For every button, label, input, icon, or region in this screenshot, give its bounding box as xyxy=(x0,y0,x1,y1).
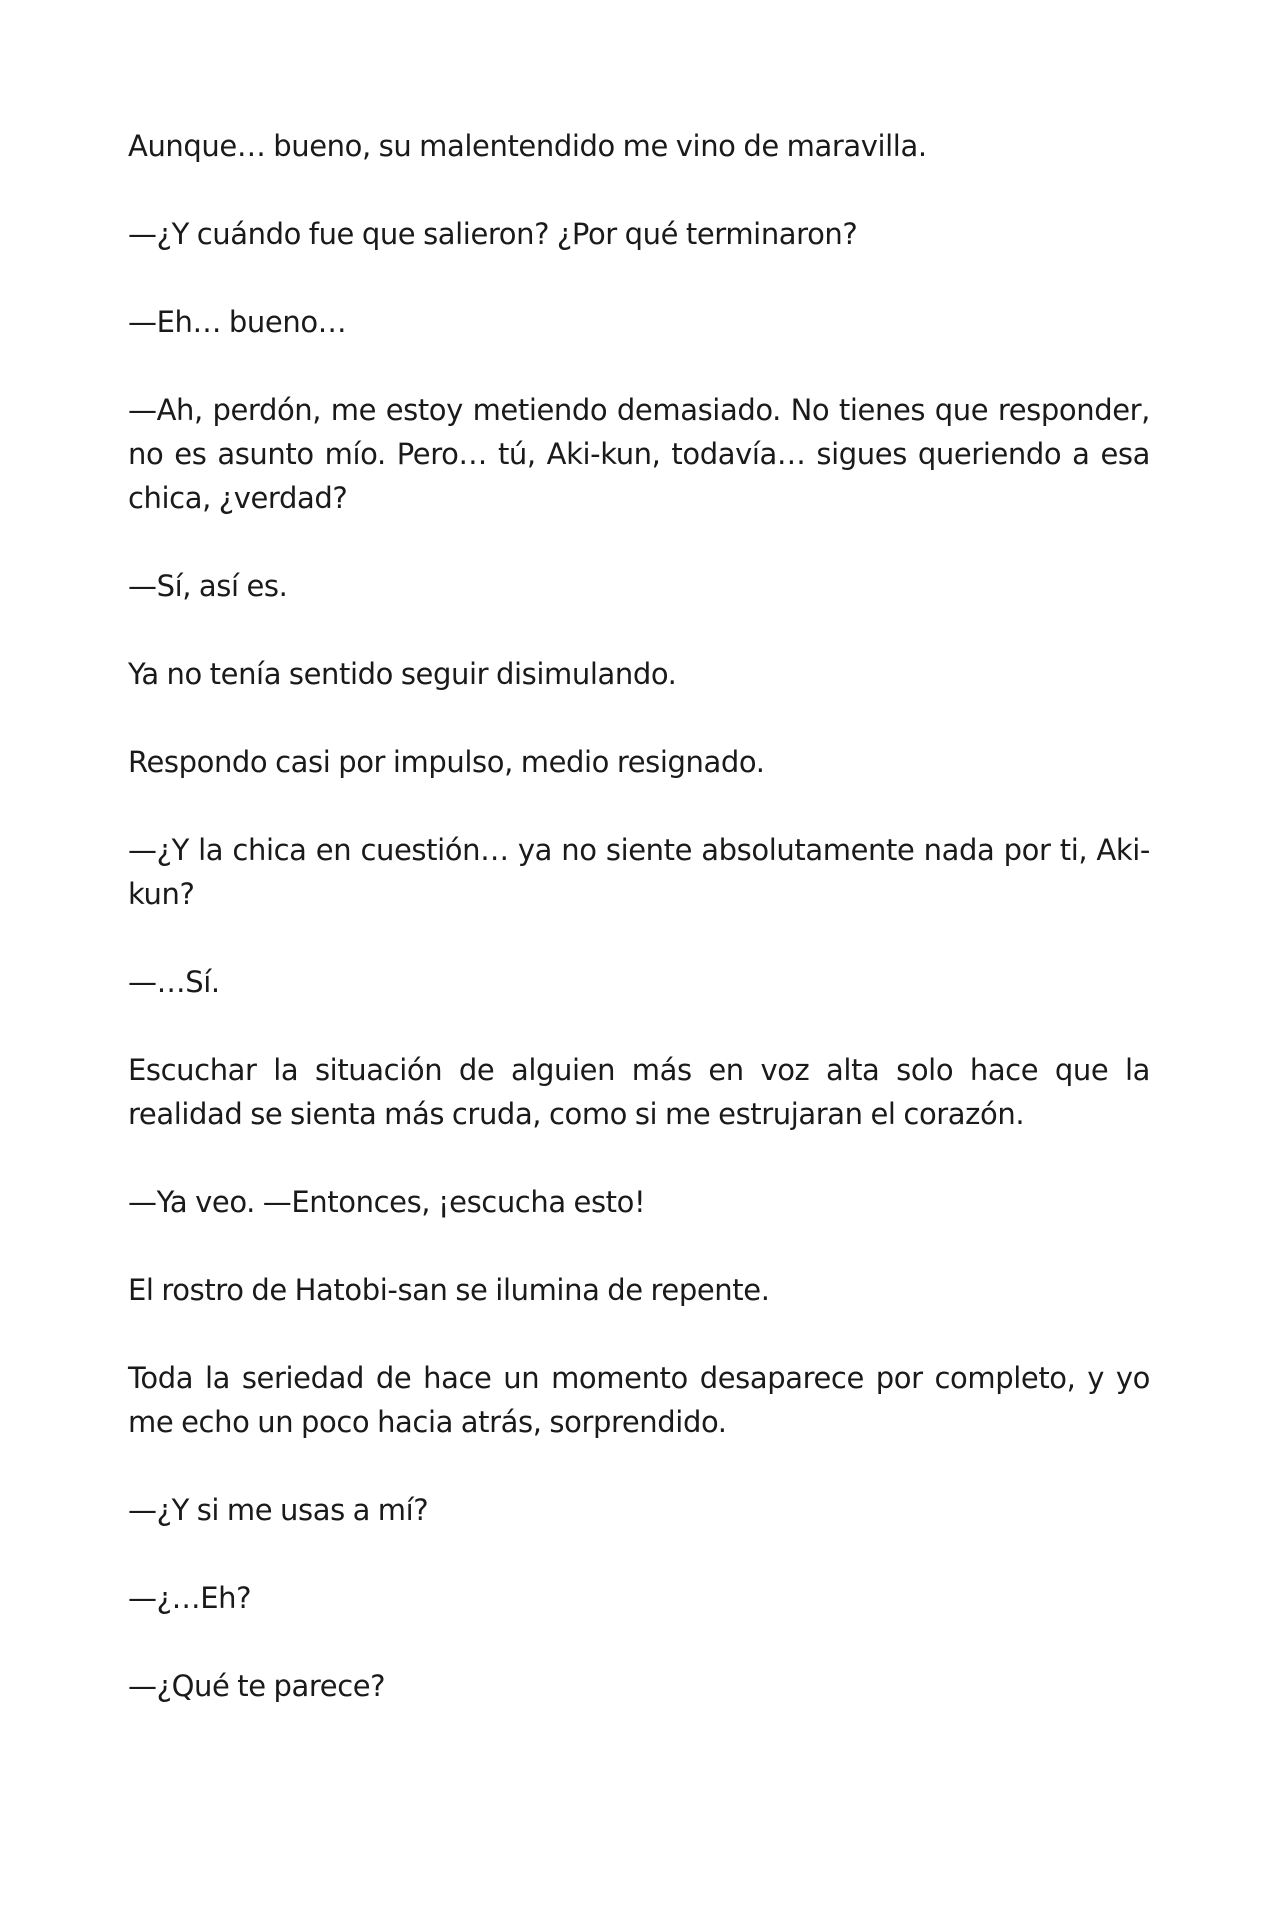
paragraph: —Ya veo. —Entonces, ¡escucha esto! xyxy=(128,1185,646,1219)
paragraph: Respondo casi por impulso, medio resignado. xyxy=(128,745,765,779)
paragraph: —¿Y la chica en cuestión… ya no siente absolutamente nada por ti, Aki-kun? xyxy=(128,833,1150,911)
paragraph: —Eh… bueno… xyxy=(128,305,347,339)
paragraph: El rostro de Hatobi-san se ilumina de repente. xyxy=(128,1273,770,1307)
paragraph: —Sí, así es. xyxy=(128,569,288,603)
paragraph: Escuchar la situación de alguien más en voz alta solo hace que la realidad se sienta más cruda, como si me estrujaran el corazón. xyxy=(128,1053,1150,1131)
paragraph: —¿Qué te parece? xyxy=(128,1669,386,1703)
paragraph: —¿Y cuándo fue que salieron? ¿Por qué terminaron? xyxy=(128,217,858,251)
paragraph: Aunque… bueno, su malentendido me vino de maravilla. xyxy=(128,129,927,163)
document-page xyxy=(128,124,1150,1752)
paragraph: Ya no tenía sentido seguir disimulando. xyxy=(128,657,677,691)
paragraph: —…Sí. xyxy=(128,965,220,999)
paragraph: —Ah, perdón, me estoy metiendo demasiado. No tienes que responder, no es asunto mío. Pero… tú, Aki-kun, todavía… sigues queriendo a esa chica, ¿verdad? xyxy=(128,393,1150,515)
paragraph: —¿…Eh? xyxy=(128,1581,252,1615)
paragraph: —¿Y si me usas a mí? xyxy=(128,1493,429,1527)
paragraph: Toda la seriedad de hace un momento desaparece por completo, y yo me echo un poco hacia atrás, sorprendido. xyxy=(128,1361,1150,1439)
